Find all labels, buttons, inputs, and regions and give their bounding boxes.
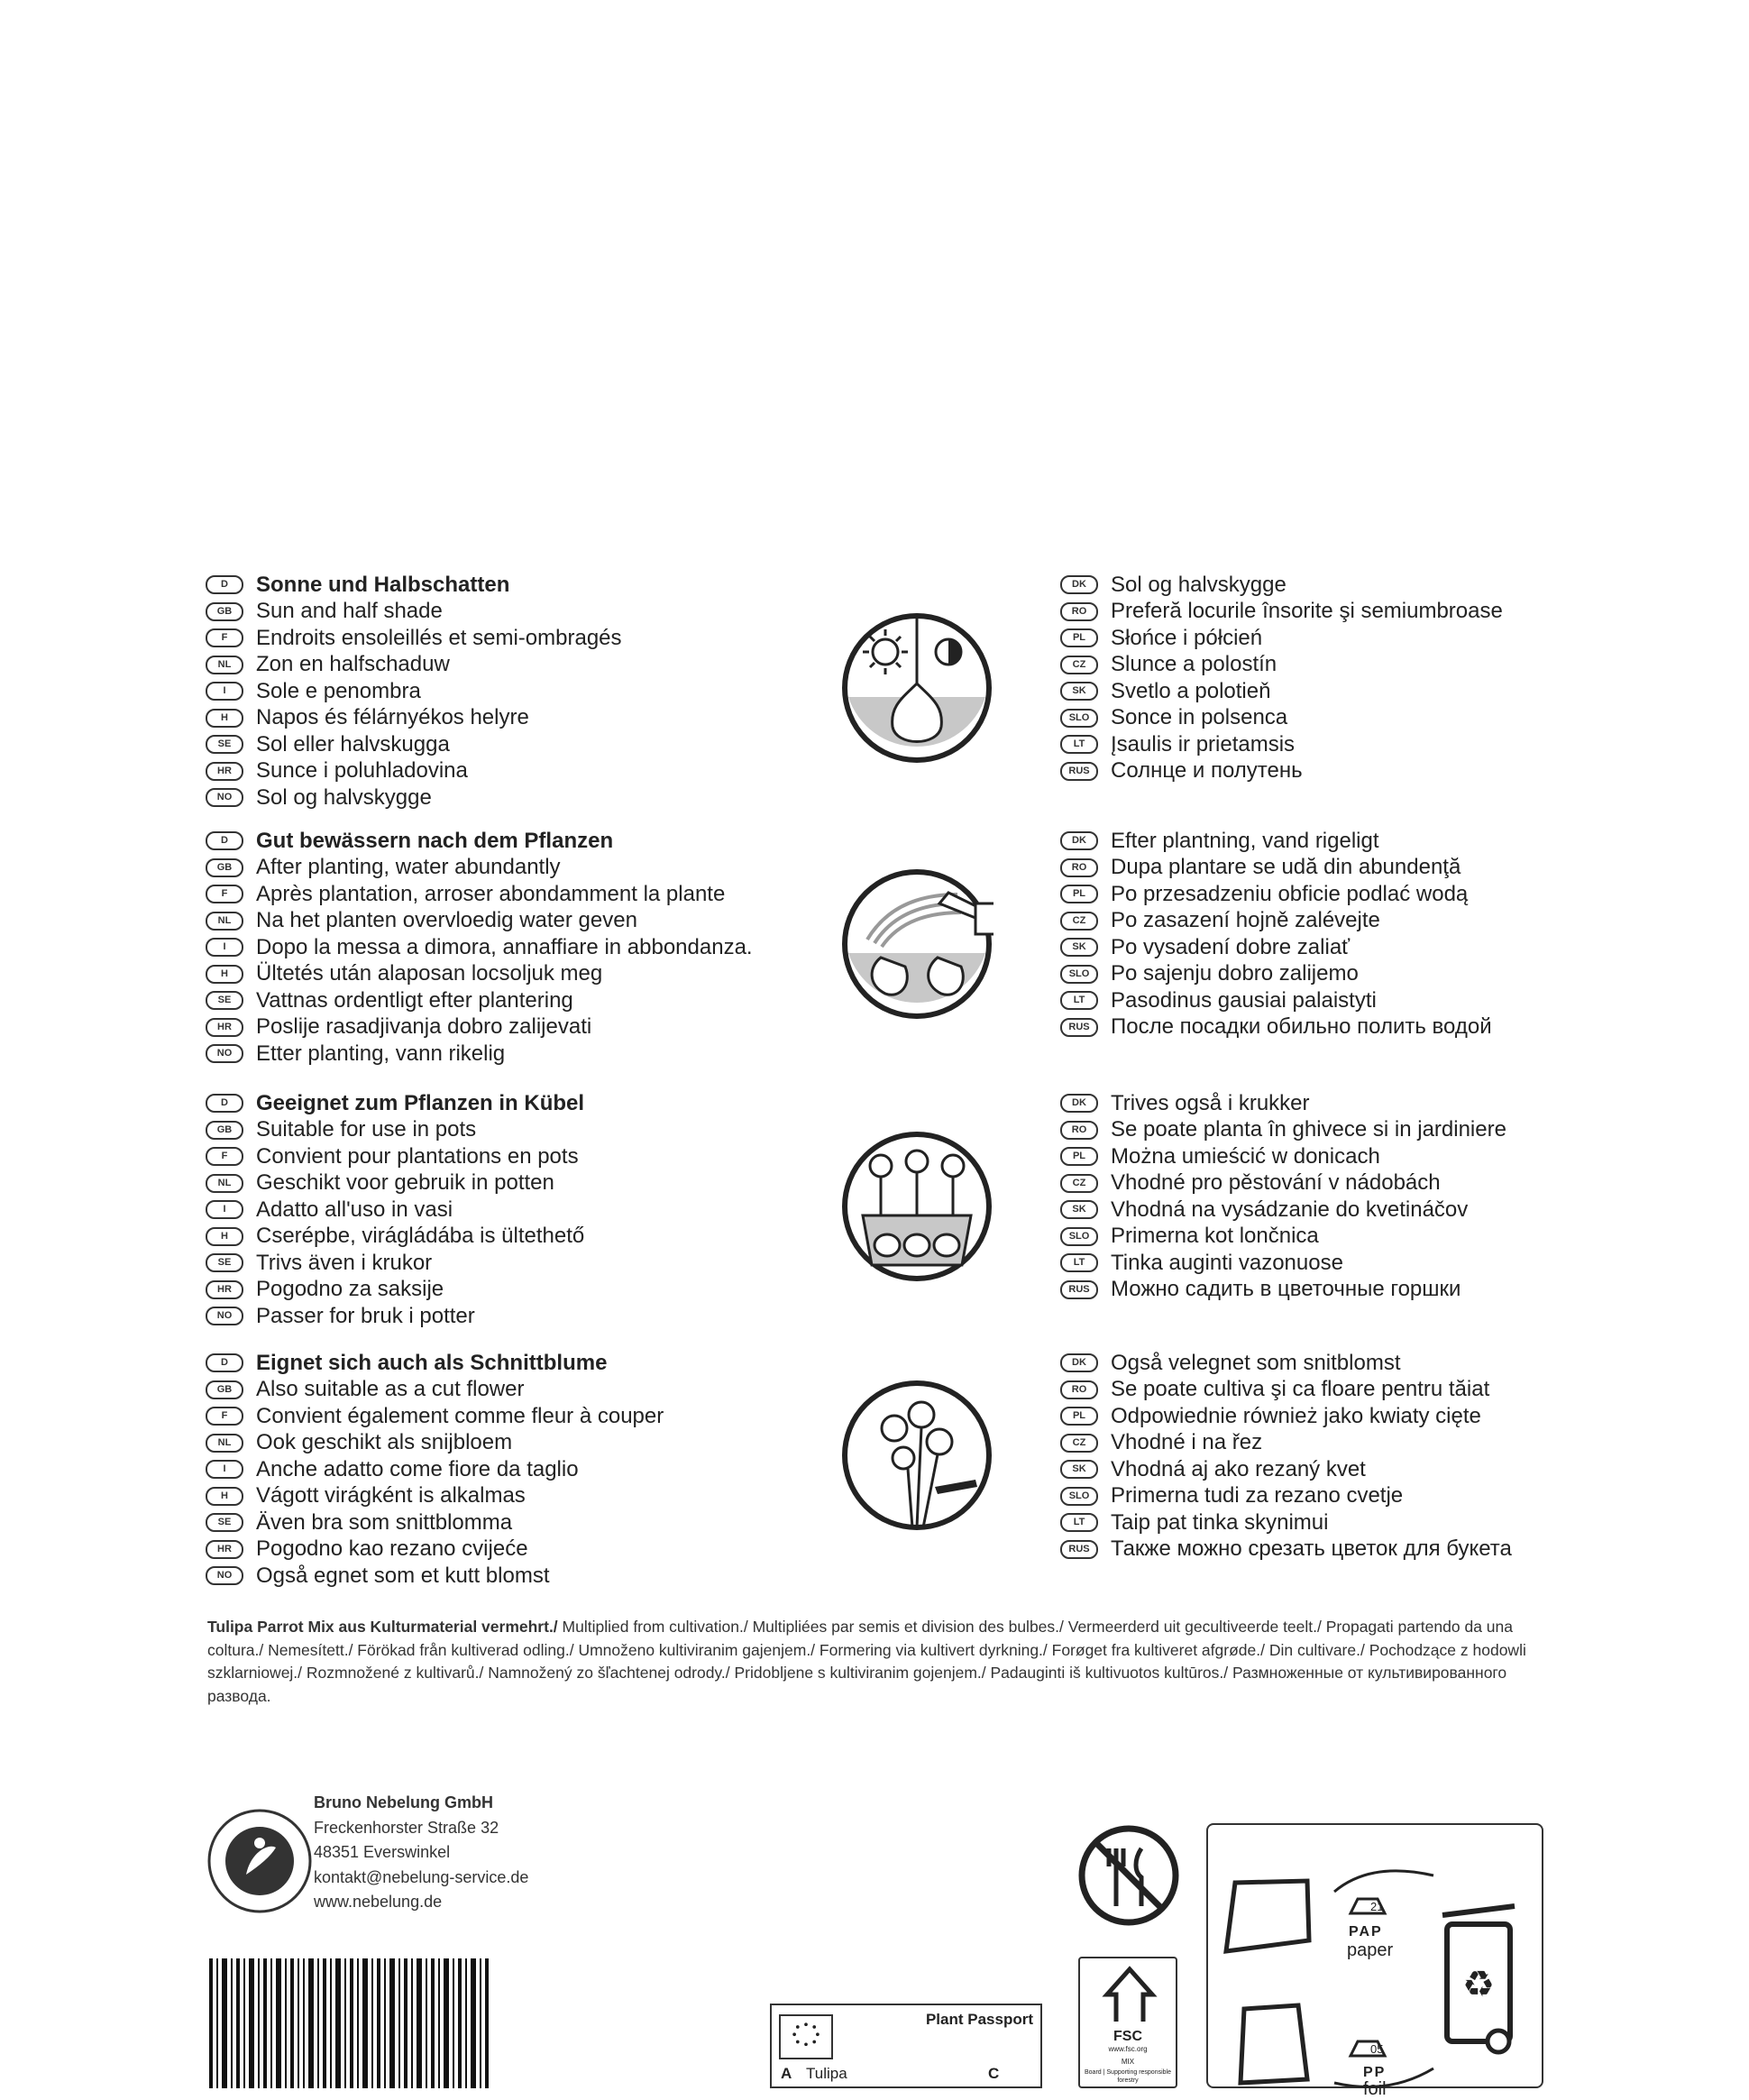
item-text: Można umieścić w donicach xyxy=(1111,1143,1380,1169)
list-item xyxy=(1060,1483,1512,1510)
item-text: Słońce i półcień xyxy=(1111,625,1263,650)
lang-badge: I xyxy=(206,1200,243,1219)
list-item xyxy=(1060,934,1492,961)
item-text: Trives også i krukker xyxy=(1111,1090,1310,1115)
lang-badge: LT xyxy=(1060,991,1098,1010)
fsc-subtext: Board | Supporting responsible forestry xyxy=(1085,2069,1171,2084)
list-item xyxy=(206,1090,584,1117)
list-item xyxy=(1060,705,1503,732)
lang-badge: SK xyxy=(1060,1200,1098,1219)
lang-badge: F xyxy=(206,1147,243,1166)
company-address xyxy=(314,1791,528,1915)
list-item xyxy=(206,1350,664,1377)
item-text: Geeignet zum Pflanzen in Kübel xyxy=(256,1090,585,1115)
company-name: Bruno Nebelung GmbH xyxy=(314,1793,493,1811)
item-text: Eignet sich auch als Schnittblume xyxy=(256,1350,608,1375)
lang-badge: I xyxy=(206,1460,243,1479)
list-item xyxy=(206,881,753,908)
list-item xyxy=(1060,855,1492,882)
item-text: Anche adatto come fiore da taglio xyxy=(256,1456,579,1481)
lang-badge: NO xyxy=(206,1307,243,1325)
list-item xyxy=(206,784,622,812)
list-item xyxy=(206,599,622,626)
item-text: Vhodná aj ako rezaný kvet xyxy=(1111,1456,1366,1481)
item-text: Suitable for use in pots xyxy=(256,1117,477,1142)
list-item xyxy=(1060,1377,1512,1404)
lang-badge: SE xyxy=(206,1513,243,1532)
list-item xyxy=(206,1014,753,1041)
item-text: Po przesadzeniu obficie podlać wodą xyxy=(1111,881,1469,906)
item-text: Sole e penombra xyxy=(256,678,421,703)
item-text: Tinka auginti vazonuose xyxy=(1111,1250,1343,1275)
list-item xyxy=(1060,758,1503,785)
pap-code: 21 xyxy=(1370,1900,1384,1913)
lang-badge: RUS xyxy=(1060,1280,1098,1299)
item-text: Na het planten overvloedig water geven xyxy=(256,908,637,933)
list-item xyxy=(1060,1170,1506,1197)
pap-word: paper xyxy=(1347,1940,1394,1960)
item-text: После посадки обильно полить водой xyxy=(1111,1014,1492,1040)
list-item xyxy=(206,1197,584,1224)
list-item xyxy=(1060,1014,1492,1041)
item-text: Napos és félárnyékos helyre xyxy=(256,705,529,730)
lang-badge: SK xyxy=(1060,1460,1098,1479)
item-text: Vhodné i na řez xyxy=(1111,1430,1263,1455)
item-text: Pogodno kao rezano cvijeće xyxy=(256,1536,528,1562)
item-text: Sonce in polsenca xyxy=(1111,705,1288,730)
list-item xyxy=(1060,1143,1506,1170)
item-text: Convient également comme fleur à couper xyxy=(256,1403,664,1428)
item-text: Også velegnet som snitblomst xyxy=(1111,1350,1401,1375)
list-item xyxy=(1060,828,1492,855)
lang-badge: SLO xyxy=(1060,1227,1098,1246)
lang-badge: NO xyxy=(206,1566,243,1585)
item-text: Sonne und Halbschatten xyxy=(256,572,510,597)
passport-c-label: C xyxy=(988,2065,1000,2082)
right-language-list xyxy=(1060,572,1503,784)
lang-badge: NL xyxy=(206,912,243,931)
item-text: Также можно срезать цветок для букета xyxy=(1111,1536,1512,1562)
sun-half-shade-icon xyxy=(840,611,994,765)
item-text: Солнце и полутень xyxy=(1111,758,1303,784)
lang-badge: D xyxy=(206,575,243,594)
list-item xyxy=(1060,881,1492,908)
left-language-list xyxy=(206,1090,584,1330)
list-item xyxy=(1060,908,1492,935)
item-text: Įsaulis ir prietamsis xyxy=(1111,731,1296,757)
pp-code: 05 xyxy=(1370,2042,1384,2056)
list-item xyxy=(1060,599,1503,626)
item-text: Även bra som snittblomma xyxy=(256,1509,513,1535)
lang-badge: PL xyxy=(1060,628,1098,647)
list-item xyxy=(1060,1117,1506,1144)
item-text: Ook geschikt als snijbloem xyxy=(256,1430,513,1455)
item-text: Vattnas ordentligt efter plantering xyxy=(256,987,573,1013)
lang-badge: RUS xyxy=(1060,762,1098,781)
item-text: Also suitable as a cut flower xyxy=(256,1377,525,1402)
lang-badge: F xyxy=(206,628,243,647)
lang-badge: SK xyxy=(1060,682,1098,701)
pp-label: PP xyxy=(1363,2065,1387,2080)
lang-badge: NL xyxy=(206,656,243,674)
item-text: Primerna kot lončnica xyxy=(1111,1224,1319,1249)
list-item xyxy=(206,731,622,758)
lang-badge: SK xyxy=(1060,938,1098,957)
lang-badge: SE xyxy=(206,1253,243,1272)
item-text: Efter plantning, vand rigeligt xyxy=(1111,828,1379,853)
lang-badge: RUS xyxy=(1060,1540,1098,1559)
item-text: Pasodinus gausiai palaistyti xyxy=(1111,987,1377,1013)
list-item xyxy=(206,1483,664,1510)
list-item xyxy=(206,625,622,652)
sustainable-supplier-seal-icon xyxy=(206,1807,314,1915)
fsc-mix: MIX xyxy=(1121,2058,1135,2066)
lang-badge: PL xyxy=(1060,885,1098,903)
item-text: Slunce a polostín xyxy=(1111,652,1277,677)
item-text: Taip pat tinka skynimui xyxy=(1111,1509,1329,1535)
right-language-list xyxy=(1060,1350,1512,1563)
list-item xyxy=(206,1250,584,1277)
lang-badge: NO xyxy=(206,1044,243,1063)
item-text: Convient pour plantations en pots xyxy=(256,1143,579,1169)
item-text: Trivs även i krukor xyxy=(256,1250,433,1275)
list-item xyxy=(1060,678,1503,705)
item-text: Pogodno za saksije xyxy=(256,1277,444,1302)
item-text: Sun and half shade xyxy=(256,599,443,624)
list-item xyxy=(206,1143,584,1170)
list-item xyxy=(1060,625,1503,652)
lang-badge: D xyxy=(206,1094,243,1113)
lang-badge: SE xyxy=(206,735,243,754)
list-item xyxy=(1060,1090,1506,1117)
passport-a-value: Tulipa xyxy=(806,2065,847,2082)
item-text: Også egnet som et kutt blomst xyxy=(256,1563,550,1588)
list-item xyxy=(1060,987,1492,1014)
list-item xyxy=(1060,731,1503,758)
lang-badge: DK xyxy=(1060,1353,1098,1372)
list-item xyxy=(206,758,622,785)
lang-badge: SLO xyxy=(1060,709,1098,728)
list-item xyxy=(206,1403,664,1430)
lang-badge: HR xyxy=(206,1540,243,1559)
left-language-list xyxy=(206,828,753,1068)
lang-badge: D xyxy=(206,831,243,850)
item-text: Svetlo a polotieň xyxy=(1111,678,1271,703)
list-item xyxy=(1060,1250,1506,1277)
lang-badge: CZ xyxy=(1060,1174,1098,1193)
lang-badge: H xyxy=(206,1487,243,1506)
item-text: Po sajenju dobro zalijemo xyxy=(1111,961,1359,986)
item-text: Etter planting, vann rikelig xyxy=(256,1041,506,1066)
item-text: Можно садить в цветочные горшки xyxy=(1111,1277,1461,1302)
list-item xyxy=(206,678,622,705)
item-text: Vhodná na vysádzanie do kvetináčov xyxy=(1111,1197,1469,1222)
flower-pot-icon xyxy=(840,1130,994,1283)
list-item xyxy=(1060,1277,1506,1304)
list-item xyxy=(1060,1536,1512,1564)
fsc-text: FSC xyxy=(1113,2029,1142,2044)
lang-badge: H xyxy=(206,965,243,984)
lang-badge: CZ xyxy=(1060,1434,1098,1453)
item-text: Primerna tudi za rezano cvetje xyxy=(1111,1483,1404,1509)
watering-can-icon xyxy=(840,867,994,1021)
list-item xyxy=(206,572,622,599)
item-text: Ültetés után alaposan locsoljuk meg xyxy=(256,961,603,986)
footnote-bold: Tulipa Parrot Mix aus Kulturmaterial vermehrt./ xyxy=(207,1618,558,1636)
item-text: Se poate cultiva şi ca floare pentru tăiat xyxy=(1111,1377,1490,1402)
item-text: Odpowiednie również jako kwiaty cięte xyxy=(1111,1403,1481,1428)
lang-badge: HR xyxy=(206,762,243,781)
passport-a-label: A xyxy=(781,2065,792,2082)
list-item xyxy=(206,1303,584,1330)
lang-badge: PL xyxy=(1060,1407,1098,1426)
list-item xyxy=(1060,652,1503,679)
pp-word: foil xyxy=(1363,2079,1387,2099)
list-item xyxy=(1060,1430,1512,1457)
not-for-consumption-icon xyxy=(1076,1823,1181,1928)
list-item xyxy=(206,1224,584,1251)
list-item xyxy=(206,1277,584,1304)
item-text: Zon en halfschaduw xyxy=(256,652,450,677)
lang-badge: GB xyxy=(206,1380,243,1399)
list-item xyxy=(1060,1197,1506,1224)
item-text: Sol eller halvskugga xyxy=(256,731,450,757)
item-text: Passer for bruk i potter xyxy=(256,1303,475,1328)
left-language-list xyxy=(206,572,622,812)
list-item xyxy=(206,908,753,935)
list-item xyxy=(1060,1403,1512,1430)
item-text: Sunce i poluhladovina xyxy=(256,758,468,784)
list-item xyxy=(206,1536,664,1564)
lang-badge: GB xyxy=(206,858,243,877)
lang-badge: HR xyxy=(206,1280,243,1299)
list-item xyxy=(1060,572,1503,599)
fsc-url: www.fsc.org xyxy=(1108,2045,1148,2053)
list-item xyxy=(1060,961,1492,988)
lang-badge: NL xyxy=(206,1174,243,1193)
cut-flower-icon xyxy=(840,1379,994,1532)
lang-badge: PL xyxy=(1060,1147,1098,1166)
list-item xyxy=(206,987,753,1014)
barcode-icon xyxy=(206,1958,494,2088)
item-text: Endroits ensoleillés et semi-ombragés xyxy=(256,625,622,650)
list-item xyxy=(206,1377,664,1404)
list-item xyxy=(206,1563,664,1590)
list-item xyxy=(206,1117,584,1144)
list-item xyxy=(206,705,622,732)
item-text: Se poate planta în ghivece si in jardiniere xyxy=(1111,1117,1506,1142)
right-language-list xyxy=(1060,1090,1506,1303)
fsc-tree-icon xyxy=(1080,1958,1179,2031)
lang-badge: SLO xyxy=(1060,1487,1098,1506)
item-text: Gut bewässern nach dem Pflanzen xyxy=(256,828,614,853)
recycling-info xyxy=(1206,1823,1543,2099)
lang-badge: GB xyxy=(206,1121,243,1140)
item-text: Po vysadení dobre zaliať xyxy=(1111,934,1351,959)
item-text: Vágott virágként is alkalmas xyxy=(256,1483,526,1509)
list-item xyxy=(1060,1224,1506,1251)
lang-badge: GB xyxy=(206,602,243,621)
list-item xyxy=(1060,1350,1512,1377)
lang-badge: I xyxy=(206,938,243,957)
pap-label: PAP xyxy=(1349,1924,1383,1940)
lang-badge: RO xyxy=(1060,1380,1098,1399)
item-text: Après plantation, arroser abondamment la plante xyxy=(256,881,726,906)
list-item xyxy=(206,855,753,882)
list-item xyxy=(206,828,753,855)
lang-badge: CZ xyxy=(1060,912,1098,931)
lang-badge: SLO xyxy=(1060,965,1098,984)
lang-badge: F xyxy=(206,1407,243,1426)
item-text: Cserépbe, virágládába is ültethető xyxy=(256,1224,585,1249)
company-email[interactable]: kontakt@nebelung-service.de xyxy=(314,1867,529,1886)
item-text: Geschikt voor gebruik in potten xyxy=(256,1170,554,1196)
lang-badge: H xyxy=(206,709,243,728)
lang-badge: RUS xyxy=(1060,1018,1098,1037)
cultivation-footnote xyxy=(207,1616,1551,1708)
lang-badge: LT xyxy=(1060,735,1098,754)
company-city: 48351 Everswinkel xyxy=(314,1843,451,1861)
lang-badge: LT xyxy=(1060,1253,1098,1272)
fsc-label xyxy=(1078,1957,1177,2088)
list-item xyxy=(206,1430,664,1457)
passport-title: Plant Passport xyxy=(925,2011,1033,2028)
right-language-list xyxy=(1060,828,1492,1041)
company-website[interactable]: www.nebelung.de xyxy=(314,1893,443,1911)
lang-badge: CZ xyxy=(1060,656,1098,674)
item-text: Po zasazení hojně zalévejte xyxy=(1111,908,1380,933)
lang-badge: SE xyxy=(206,991,243,1010)
company-street: Freckenhorster Straße 32 xyxy=(314,1818,499,1837)
lang-badge: LT xyxy=(1060,1513,1098,1532)
lang-badge: RO xyxy=(1060,858,1098,877)
eu-flag-icon xyxy=(779,2014,833,2059)
lang-badge: RO xyxy=(1060,1121,1098,1140)
list-item xyxy=(206,652,622,679)
list-item xyxy=(1060,1456,1512,1483)
lang-badge: NO xyxy=(206,788,243,807)
list-item xyxy=(206,934,753,961)
item-text: Dupa plantare se udă din abundenţă xyxy=(1111,855,1461,880)
list-item xyxy=(206,1456,664,1483)
item-text: Preferă locurile însorite şi semiumbroase xyxy=(1111,599,1503,624)
lang-badge: DK xyxy=(1060,1094,1098,1113)
lang-badge: DK xyxy=(1060,831,1098,850)
item-text: Sol og halvskygge xyxy=(256,784,432,810)
lang-badge: DK xyxy=(1060,575,1098,594)
lang-badge: NL xyxy=(206,1434,243,1453)
lang-badge: D xyxy=(206,1353,243,1372)
list-item xyxy=(206,1170,584,1197)
list-item xyxy=(1060,1509,1512,1536)
lang-badge: F xyxy=(206,885,243,903)
lang-badge: I xyxy=(206,682,243,701)
item-text: Sol og halvskygge xyxy=(1111,572,1287,597)
item-text: Vhodné pro pěstování v nádobách xyxy=(1111,1170,1441,1196)
left-language-list xyxy=(206,1350,664,1590)
item-text: Adatto all'uso in vasi xyxy=(256,1197,453,1222)
footnote-text: Multiplied from cultivation./ Multipliées par semis et division des bulbes./ Vermeerderd uit gecultiveerde teelt./ Propagati partendo da una coltura./ Nemesített./ Förökad från kultiverad odling./ Umnoženo kultiviranim gajenjem./ Formering via kultivert dyrkning./ Forøget fra kultiveret afgrøde./ Din cultivare./ Pochodzące z hodowli szklarniowej./ Rozmnožené z kultivarů./ Namnožený zo šľachtenej odrody./ Pridobljene s kultiviranim gojenjem./ Padauginti iš kultivuotos kultūros./ Размноженные от культивированного развода. xyxy=(207,1618,1526,1705)
item-text: Dopo la messa a dimora, annaffiare in abbondanza. xyxy=(256,934,753,959)
list-item xyxy=(206,961,753,988)
item-text: After planting, water abundantly xyxy=(256,855,561,880)
svg-text:♻: ♻ xyxy=(1462,1964,1495,2005)
list-item xyxy=(206,1041,753,1068)
lang-badge: HR xyxy=(206,1018,243,1037)
lang-badge: RO xyxy=(1060,602,1098,621)
item-text: Poslije rasadjivanja dobro zalijevati xyxy=(256,1014,592,1040)
plant-passport xyxy=(770,2004,1042,2088)
lang-badge: H xyxy=(206,1227,243,1246)
list-item xyxy=(206,1509,664,1536)
